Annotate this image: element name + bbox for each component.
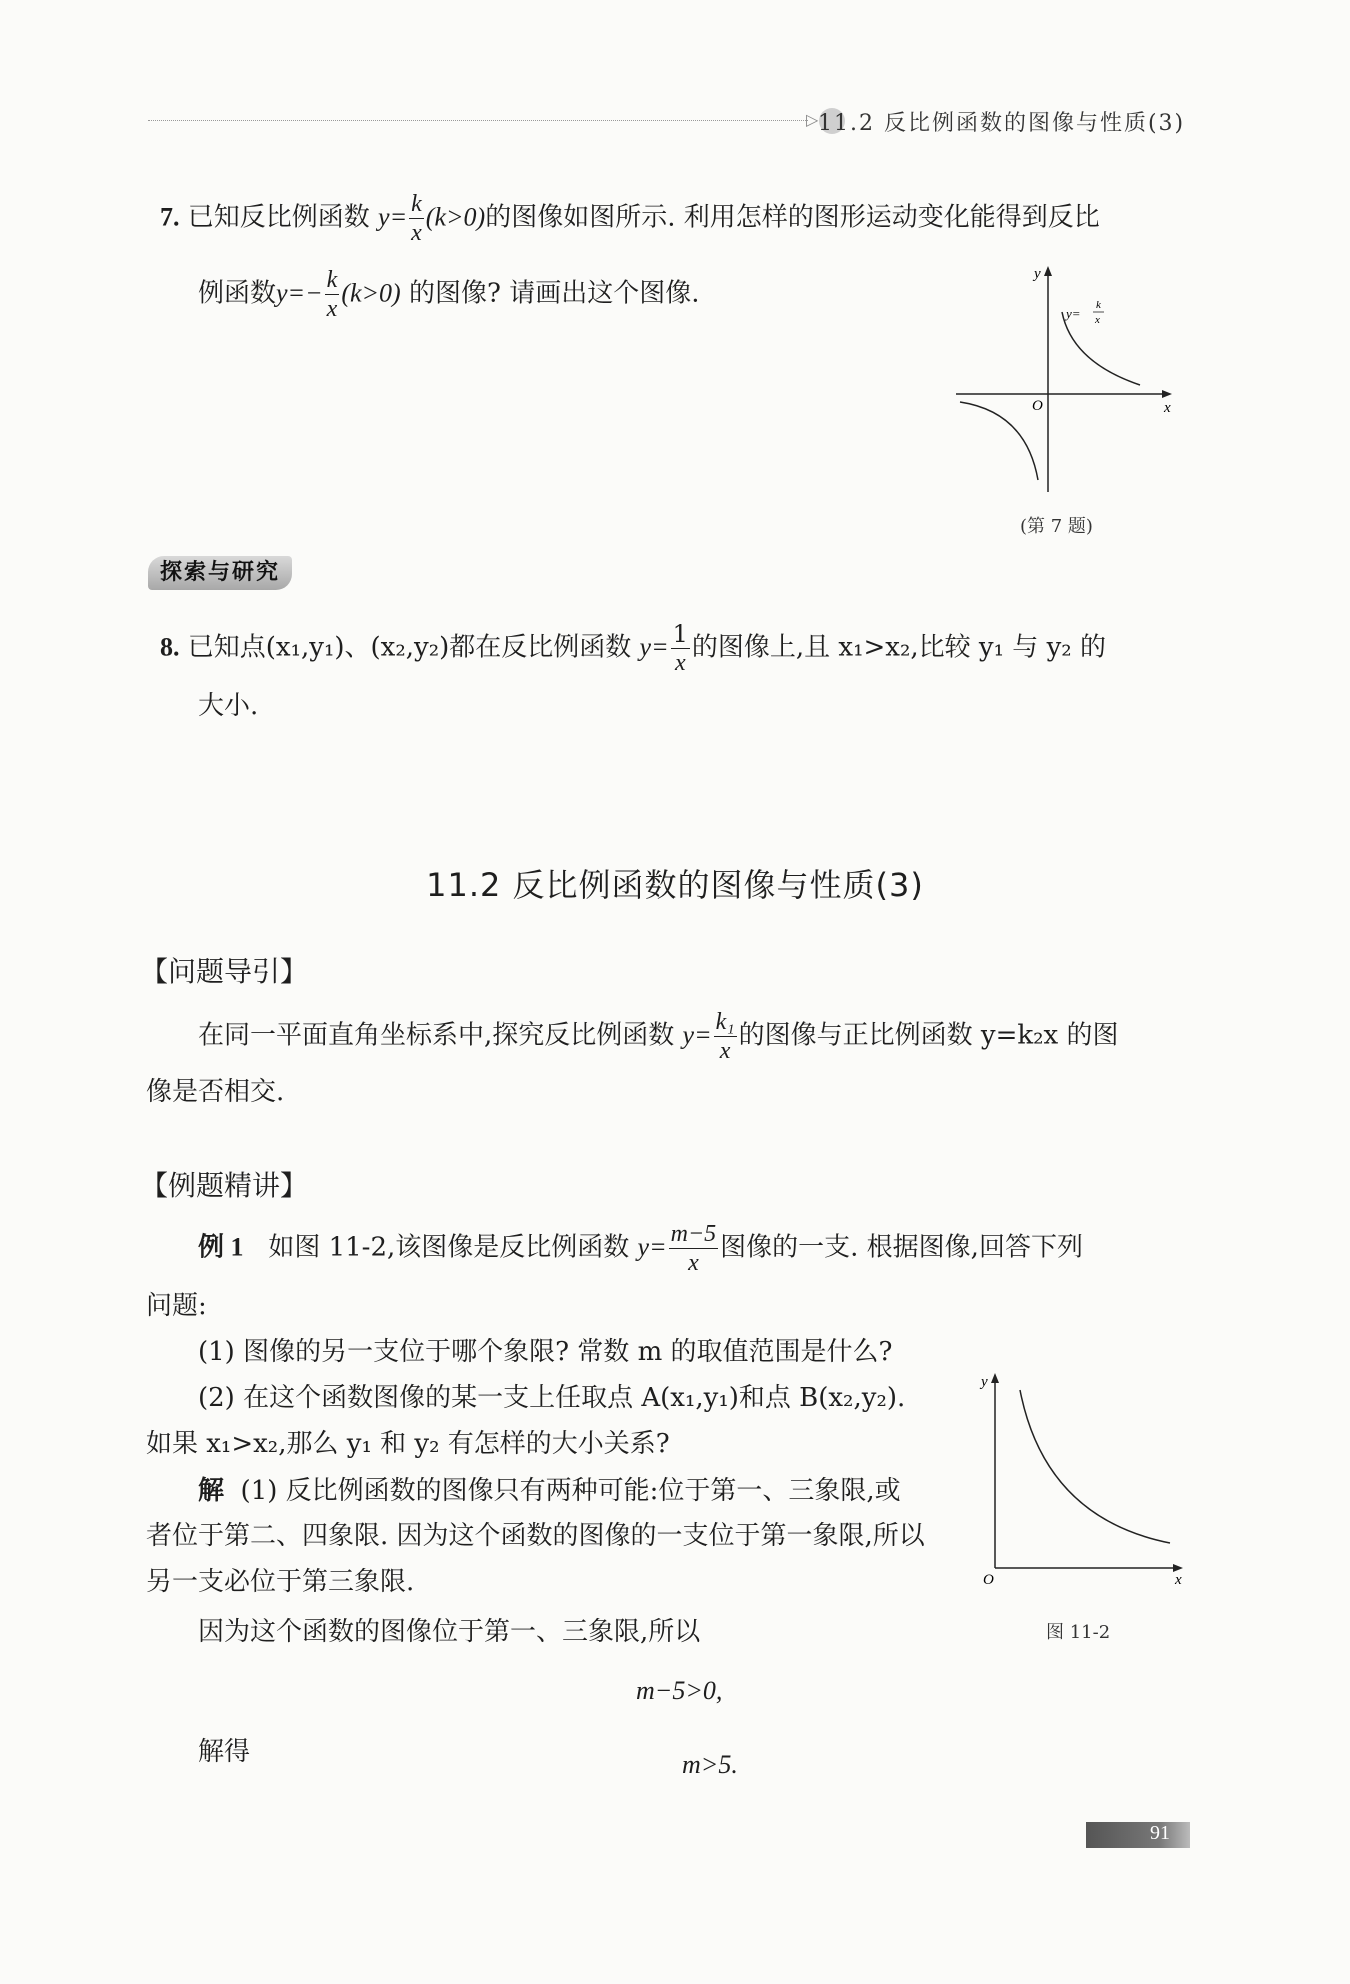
formula-y-guide: y= xyxy=(682,1020,712,1050)
solution-line3: 另一支必位于第三象限. xyxy=(146,1567,415,1597)
solution-line2: 者位于第二、四象限. 因为这个函数的图像的一支位于第一象限,所以 xyxy=(146,1521,925,1551)
formula-y-neg: y=− xyxy=(276,278,323,308)
example-1-question-2-line2: 如果 x₁>x₂,那么 y₁ 和 y₂ 有怎样的大小关系? xyxy=(146,1429,670,1459)
solution-text-1: (1) 反比例函数的图像只有两种可能:位于第一、三象限,或 xyxy=(240,1476,901,1506)
header-rule xyxy=(148,120,808,121)
y-axis-label: y xyxy=(1034,266,1041,282)
hyperbola-branch-q1 xyxy=(1062,312,1140,385)
example-1-text-b: 图像的一支. 根据图像,回答下列 xyxy=(720,1232,1083,1263)
curve-label-k: k xyxy=(1096,299,1101,311)
figure-11-2-caption: 图 11-2 xyxy=(1046,1622,1111,1643)
fraction-k-over-x: $\frac{k}{x}$ xyxy=(411,191,422,246)
solution-line4: 因为这个函数的图像位于第一、三象限,所以 xyxy=(198,1617,701,1647)
fraction-k1-over-x: $\frac{\text{k₁}}{x}$ xyxy=(715,1009,735,1064)
figure-7-caption: (第 7 题) xyxy=(1020,516,1093,537)
problem-7-number: 7. xyxy=(160,202,180,232)
problem-8-line2: 大小. xyxy=(198,691,259,721)
example-1-question-2-line1: (2) 在这个函数图像的某一支上任取点 A(x₁,y₁)和点 B(x₂,y₂). xyxy=(198,1383,906,1413)
example-1-question-1: (1) 图像的另一支位于哪个象限? 常数 m 的取值范围是什么? xyxy=(198,1337,893,1367)
curve-label-x: x xyxy=(1095,314,1100,326)
y-axis-label: y xyxy=(981,1374,988,1390)
x-axis-label: x xyxy=(1175,1572,1182,1588)
problem-7-text-a: 已知反比例函数 xyxy=(187,202,370,233)
guide-text-b: 的图像与正比例函数 y=k₂x 的图 xyxy=(738,1020,1119,1051)
equation-2: m>5. xyxy=(682,1750,738,1779)
x-axis-label: x xyxy=(1164,400,1171,416)
question-guide-line2: 像是否相交. xyxy=(146,1077,285,1107)
origin-label: O xyxy=(983,1572,994,1588)
question-guide-heading: 【问题导引】 xyxy=(140,955,309,988)
formula-y-ex: y= xyxy=(637,1232,667,1262)
problem-8-line1 xyxy=(160,622,1200,675)
page-number-bar xyxy=(1086,1822,1190,1848)
problem-7-line2 xyxy=(198,268,998,321)
condition-k-positive: (k>0) xyxy=(425,202,486,232)
x-axis-arrow xyxy=(1162,390,1172,398)
explore-research-badge: 探索与研究 xyxy=(148,556,292,590)
running-header: 11.2 反比例函数的图像与性质(3) xyxy=(818,111,1186,136)
guide-text-a: 在同一平面直角坐标系中,探究反比例函数 xyxy=(198,1020,675,1051)
hyperbola-branch-q3 xyxy=(960,402,1038,480)
fraction-1-over-x: $\frac{1}{x}$ xyxy=(672,620,688,676)
origin-label: O xyxy=(1032,398,1043,414)
equation-1: m−5>0, xyxy=(636,1676,723,1705)
problem-7-text-c: 例函数 xyxy=(198,278,277,309)
problem-8-text-a: 已知点(x₁,y₁)、(x₂,y₂)都在反比例函数 xyxy=(187,632,632,663)
example-1-text-a: 如图 11-2,该图像是反比例函数 xyxy=(268,1232,630,1263)
problem-7-text-b: 的图像如图所示. 利用怎样的图形运动变化能得到反比 xyxy=(485,202,1100,233)
examples-heading: 【例题精讲】 xyxy=(140,1169,309,1202)
figure-11-2-graph xyxy=(975,1368,1195,1588)
solution-line1 xyxy=(198,1470,901,1513)
section-title: 11.2 反比例函数的图像与性质(3) xyxy=(426,866,924,904)
formula-y-8: y= xyxy=(639,632,669,662)
problem-7-line1 xyxy=(160,192,1200,245)
solve-word: 解得 xyxy=(198,1737,251,1767)
problem-8-number: 8. xyxy=(160,632,180,662)
header-arrow-icon: ▷ xyxy=(806,110,819,129)
problem-7-graph xyxy=(950,262,1180,502)
hyperbola-branch xyxy=(1020,1390,1170,1543)
example-1-label: 例 1 xyxy=(198,1232,244,1262)
example-1-line1 xyxy=(198,1222,1208,1275)
fraction-m-minus-5-over-x: $\frac{m-5}{x}$ xyxy=(670,1221,717,1276)
y-axis-arrow xyxy=(1044,266,1052,276)
curve-label-y: y= xyxy=(1066,306,1081,321)
question-guide-line1 xyxy=(198,1010,1208,1063)
problem-7-text-d: 的图像? 请画出这个图像. xyxy=(408,278,700,309)
example-1-line2: 问题: xyxy=(146,1291,207,1321)
y-axis-arrow xyxy=(991,1373,999,1383)
problem-8-text-b: 的图像上,且 x₁>x₂,比较 y₁ 与 y₂ 的 xyxy=(691,632,1106,663)
fraction-k-over-x-2: $\frac{k}{x}$ xyxy=(326,267,338,322)
solution-label: 解 xyxy=(198,1476,225,1505)
x-axis-arrow xyxy=(1173,1564,1183,1572)
formula-y: y= xyxy=(378,202,408,232)
condition-k-positive-2: (k>0) xyxy=(341,278,401,308)
page-number: 91 xyxy=(1150,1822,1170,1844)
